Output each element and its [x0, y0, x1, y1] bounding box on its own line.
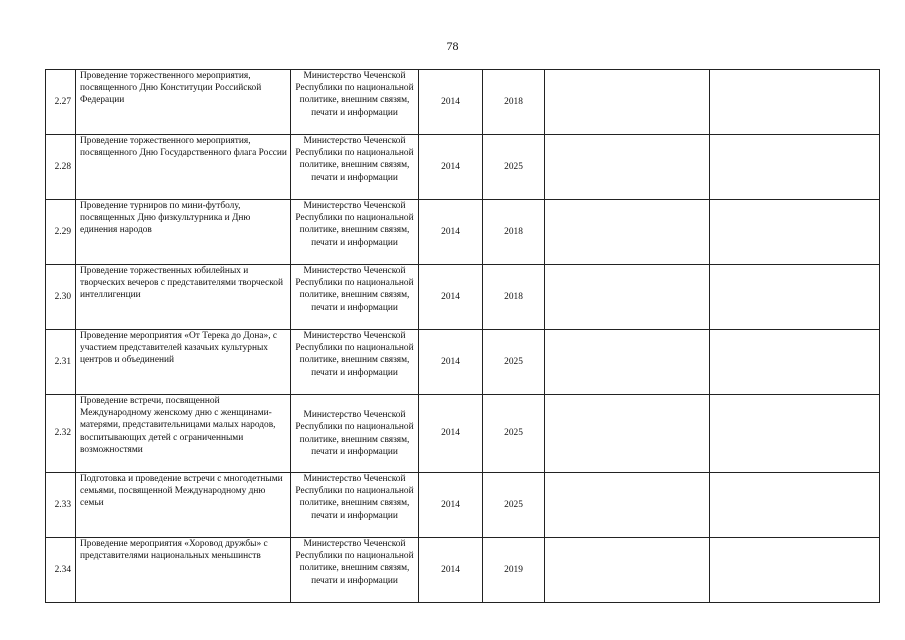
start-year-cell: 2014	[419, 538, 483, 603]
start-year-cell: 2014	[419, 473, 483, 538]
activity-cell: Проведение торжественного мероприятия, посвященного Дню Конституции Российской Федерации	[76, 70, 291, 135]
row-number: 2.32	[46, 395, 76, 473]
start-year-cell: 2014	[419, 70, 483, 135]
empty-cell	[545, 330, 710, 395]
start-year-cell: 2014	[419, 135, 483, 200]
empty-cell	[710, 395, 880, 473]
activity-cell: Подготовка и проведение встречи с многодетными семьями, посвященной Международному дню семьи	[76, 473, 291, 538]
empty-cell	[710, 70, 880, 135]
empty-cell	[710, 200, 880, 265]
end-year-cell: 2025	[483, 473, 545, 538]
start-year-cell: 2014	[419, 200, 483, 265]
row-number: 2.31	[46, 330, 76, 395]
row-number: 2.28	[46, 135, 76, 200]
end-year-cell: 2018	[483, 200, 545, 265]
activity-cell: Проведение встречи, посвященной Международному женскому дню с женщинами-матерями, представительницами малых народов, воспитывающих детей с ограниченными возможностями	[76, 395, 291, 473]
empty-cell	[545, 473, 710, 538]
executor-cell: Министерство Чеченской Республики по национальной политике, внешним связям, печати и информации	[291, 473, 419, 538]
start-year-cell: 2014	[419, 330, 483, 395]
row-number: 2.29	[46, 200, 76, 265]
start-year-cell: 2014	[419, 265, 483, 330]
row-number: 2.30	[46, 265, 76, 330]
empty-cell	[710, 330, 880, 395]
empty-cell	[710, 473, 880, 538]
end-year-cell: 2018	[483, 265, 545, 330]
executor-cell: Министерство Чеченской Республики по национальной политике, внешним связям, печати и информации	[291, 135, 419, 200]
executor-cell: Министерство Чеченской Республики по национальной политике, внешним связям, печати и информации	[291, 330, 419, 395]
activity-cell: Проведение мероприятия «Хоровод дружбы» с представителями национальных меньшинств	[76, 538, 291, 603]
start-year-cell: 2014	[419, 395, 483, 473]
table-row	[46, 265, 880, 330]
end-year-cell: 2025	[483, 135, 545, 200]
table-row	[46, 70, 880, 135]
activity-cell: Проведение торжественных юбилейных и творческих вечеров с представителями творческой интеллигенции	[76, 265, 291, 330]
table-row	[46, 135, 880, 200]
end-year-cell: 2019	[483, 538, 545, 603]
activity-cell: Проведение турниров по мини-футболу, посвященных Дню физкультурника и Дню единения народов	[76, 200, 291, 265]
empty-cell	[545, 70, 710, 135]
row-number: 2.27	[46, 70, 76, 135]
row-number: 2.34	[46, 538, 76, 603]
executor-cell: Министерство Чеченской Республики по национальной политике, внешним связям, печати и информации	[291, 200, 419, 265]
empty-cell	[710, 265, 880, 330]
empty-cell	[710, 538, 880, 603]
empty-cell	[545, 395, 710, 473]
executor-cell: Министерство Чеченской Республики по национальной политике, внешним связям, печати и информации	[291, 265, 419, 330]
table-row	[46, 538, 880, 603]
table-row	[46, 200, 880, 265]
executor-cell: Министерство Чеченской Республики по национальной политике, внешним связям, печати и информации	[291, 70, 419, 135]
executor-cell: Министерство Чеченской Республики по национальной политике, внешним связям, печати и информации	[291, 538, 419, 603]
end-year-cell: 2018	[483, 70, 545, 135]
table-row	[46, 395, 880, 473]
table-row	[46, 473, 880, 538]
activity-cell: Проведение торжественного мероприятия, посвященного Дню Государственного флага России	[76, 135, 291, 200]
end-year-cell: 2025	[483, 395, 545, 473]
end-year-cell: 2025	[483, 330, 545, 395]
table-row	[46, 330, 880, 395]
empty-cell	[545, 135, 710, 200]
activities-table	[45, 69, 880, 603]
empty-cell	[545, 538, 710, 603]
executor-cell: Министерство Чеченской Республики по национальной политике, внешним связям, печати и информации	[291, 395, 419, 473]
empty-cell	[710, 135, 880, 200]
page-number: 78	[446, 39, 459, 53]
empty-cell	[545, 200, 710, 265]
activity-cell: Проведение мероприятия «От Терека до Дона», с участием представителей казачьих культурных центров и объединений	[76, 330, 291, 395]
row-number: 2.33	[46, 473, 76, 538]
empty-cell	[545, 265, 710, 330]
